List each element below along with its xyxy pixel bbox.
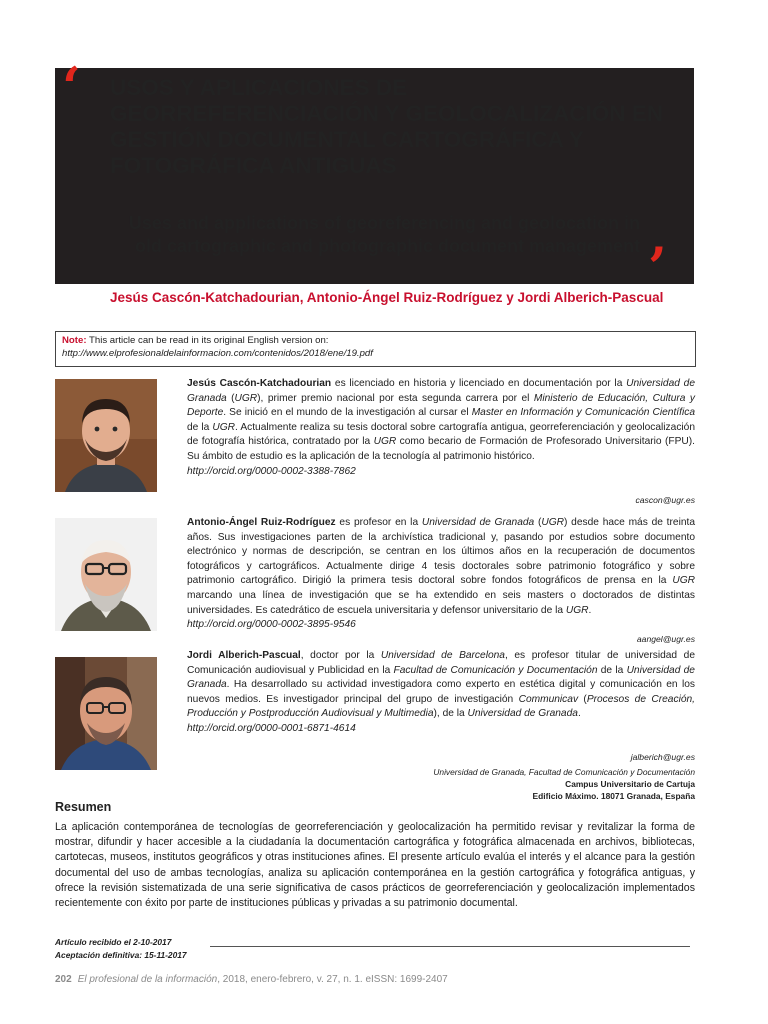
abstract-heading: Resumen — [55, 800, 112, 814]
orcid-link[interactable]: http://orcid.org/0000-0002-3895-9546 — [187, 619, 356, 631]
abstract-text: La aplicación contemporánea de tecnologías de georreferenciación y geolocalización ha permitido revisar y revitalizar la forma de mostrar, difundir y hacer accesible a la ciudadanía la documentación cartográfica y fotográfica almacenada en archivos, bibliotecas, cartotecas, museos, institutos geográficos y otras instituciones afines. El presente artículo evalúa el interés y el alcance para la gestión documental del uso de ambas tecnologías, analiza su aplicación contemporánea en la gestión cartográfica y fotográfica antiguas, y ofrece la revisión sistematizada de una serie significativa de casos prácticos de georreferenciación y geolocalización implementados recientemente con éxito por parte de instituciones públicas y privadas a su patrimonio documental. — [55, 821, 695, 910]
bio-italic: Universidad de Barcelona — [380, 650, 505, 661]
bio-italic: UGR — [672, 575, 695, 587]
affiliation-line: Edificio Máximo. 18071 Granada, España — [532, 791, 695, 801]
author-bio-3 — [187, 649, 695, 737]
bio-italic: Universidad de Granada — [187, 664, 695, 691]
bio-italic: Universidad de Granada — [467, 708, 578, 720]
author-list: Jesús Cascón-Katchadourian, Antonio-Ángel Ruiz-Rodríguez y Jordi Alberich-Pascual — [110, 290, 664, 305]
bio-italic: UGR — [234, 392, 258, 404]
bio-text: ( — [226, 392, 235, 404]
note-text: This article can be read in its original English version on: — [86, 335, 329, 346]
bio-italic: Master en Información y Comunicación Científica — [471, 407, 695, 419]
bio-text: , doctor por la — [300, 650, 381, 661]
bio-text: es profesor en la — [335, 517, 422, 528]
author-bio-2 — [187, 516, 695, 633]
author-photo-2 — [55, 518, 157, 631]
bio-italic: Facultad de Comunicación y Documentación — [393, 664, 598, 676]
bio-italic: Procesos de Creación, Producción y Postproducción Audiovisual y Multimedia — [187, 693, 695, 720]
bio-name: Jesús Cascón-Katchadourian — [187, 378, 332, 389]
bio-name: Antonio-Ángel Ruiz-Rodríguez — [187, 517, 336, 528]
orcid-link[interactable]: http://orcid.org/0000-0002-3388-7862 — [187, 465, 356, 477]
bio-text: ( — [578, 693, 587, 705]
bio-text: como becario de Formación de Profesorado Universitario (FPU). Su ámbito de estudio es la aplicación de la tecnología al patrimonio histórico. — [187, 436, 695, 462]
affiliation-line: Universidad de Granada, Facultad de Comunicación y Documentación — [433, 767, 695, 777]
note-box — [55, 331, 696, 367]
note-label: Note: — [62, 335, 87, 346]
note-url-link[interactable]: http://www.elprofesionaldelainformacion.com/contenidos/2018/ene/19.pdf — [62, 348, 373, 359]
bio-text: . Actualmente realiza su tesis doctoral sobre cartografía antigua, georreferenciación y geolocalización de fotografía histórica, contratado por la — [187, 421, 696, 448]
bio-italic: Universidad de Granada — [421, 517, 535, 528]
affiliation-line: Campus Universitario de Cartuja — [565, 779, 695, 789]
author-email-3[interactable]: jalberich@ugr.es — [630, 752, 695, 762]
bio-text: marcando una línea de investigación que se ha extendido en seis masters o doctorados de distintas universidades. Es catedrático de escuela universitaria y defensor universitario de la — [187, 589, 695, 616]
bio-italic: UGR — [565, 604, 589, 616]
article-title-es: USOS Y APLICACIONES DE GEORREFERENCIACIÓN Y GEOLOCALIZACIÓN EN GESTIÓN DOCUMENTAL CARTOGRÁFICA Y FOTOGRÁFICA ANTIGUAS — [110, 75, 663, 178]
author-email-1[interactable]: cascon@ugr.es — [635, 495, 695, 505]
bio-text: de la — [597, 664, 627, 676]
bio-text: ) desde hace más de treinta años. Sus investigaciones parten de la archivística tradicional y, pasando por estudios sobre documento electrónico y normas de descripción, se centran en los últimos años en la recuperación de documentos fotográficos y cartográficos. Actualmente dirige 4 tesis doctorales sobre patrimonio fotográfico y sobre patrimonio cartográfico. Dirigió la primera tesis doctoral sobre fondos fotográficos de prensa en la — [187, 517, 695, 587]
bio-text: ), primer premio nacional por esta segunda carrera por el — [257, 392, 534, 404]
bio-text: . — [588, 604, 592, 616]
affiliation-block — [365, 766, 695, 802]
bio-text: de la — [187, 421, 213, 433]
bio-text: . Ha desarrollado su actividad investigadora como experto en estética digital y comunicación en los nuevos medios. Es investigador principal del grupo de investigación — [187, 679, 695, 705]
quote-open-icon: ‘ — [62, 55, 81, 119]
bio-name: Jordi Alberich-Pascual — [187, 650, 301, 661]
article-title-en: Uses and applications of georeferencing and geolocation in old cartographic and photographic document management — [128, 213, 640, 256]
author-photo-1 — [55, 379, 157, 492]
orcid-link[interactable]: http://orcid.org/0000-0001-6871-4614 — [187, 722, 356, 734]
divider — [210, 946, 690, 947]
bio-text: , es profesor titular de universidad de Comunicación audiovisual y Publicidad en la — [187, 650, 695, 676]
bio-text: . — [577, 708, 581, 720]
accepted-date: Aceptación definitiva: 15-11-2017 — [55, 950, 187, 960]
bio-text: ( — [534, 517, 542, 528]
bio-italic: Communicav — [518, 693, 579, 705]
quote-close-icon: ’ — [648, 235, 667, 299]
bio-italic: UGR — [541, 517, 565, 528]
bio-text: ), de la — [433, 708, 468, 720]
author-bio-1 — [187, 377, 695, 479]
journal-details: , 2018, enero-febrero, v. 27, n. 1. eISSN: 1699-2407 — [217, 974, 448, 985]
received-date: Artículo recibido el 2-10-2017 — [55, 937, 172, 947]
author-photo-3 — [55, 657, 157, 770]
bio-italic: Ministerio de Educación, Cultura y Deporte — [187, 392, 695, 419]
page-number: 202 — [55, 974, 72, 985]
bio-italic: UGR — [212, 421, 236, 433]
article-dates — [55, 936, 187, 962]
author-email-2[interactable]: aangel@ugr.es — [636, 634, 695, 644]
bio-text: es licenciado en historia y licenciado en documentación por la — [331, 378, 627, 389]
bio-text: . Se inició en el mundo de la investigación al cursar el — [223, 407, 472, 419]
bio-italic: Universidad de Granada — [187, 378, 695, 404]
bio-italic: UGR — [373, 436, 397, 448]
journal-name: El profesional de la información — [77, 974, 218, 985]
page-footer — [55, 974, 448, 985]
